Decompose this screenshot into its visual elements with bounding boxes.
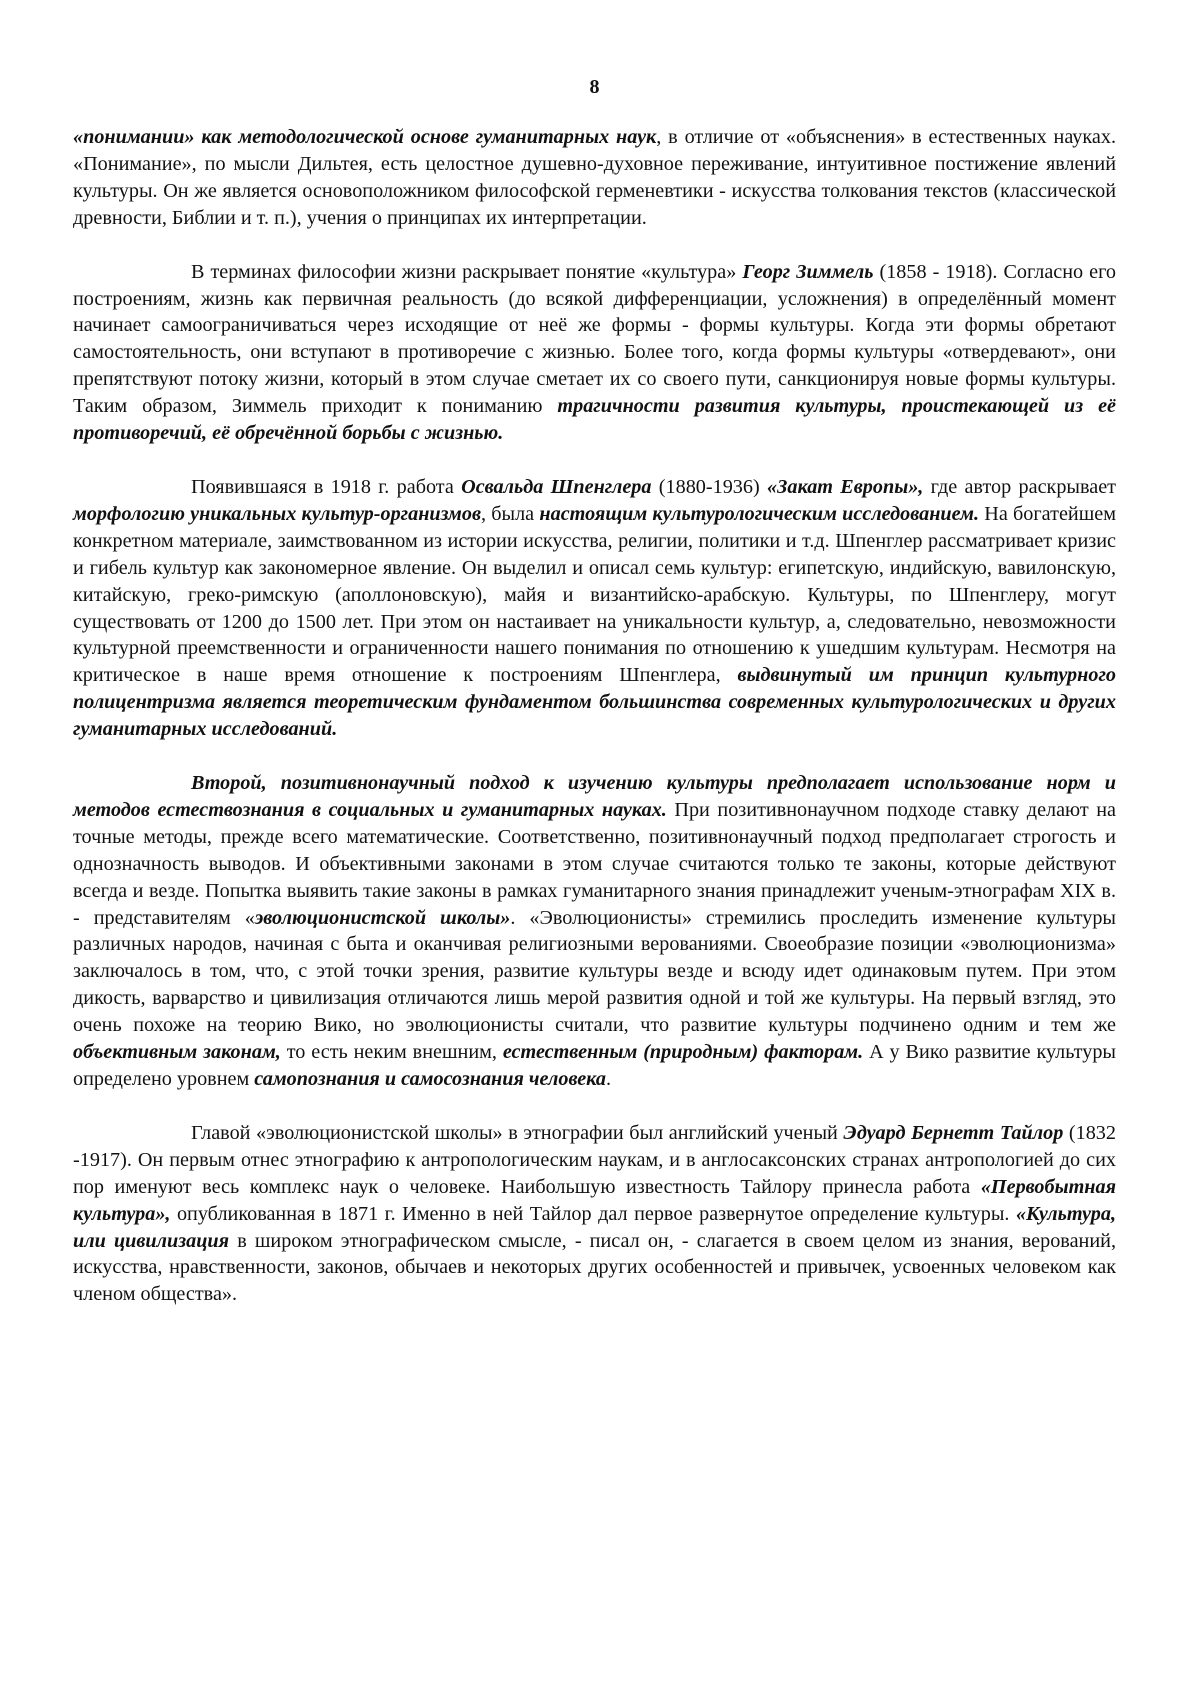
emphasis-text: естественным (природным) факторам. [502, 1041, 864, 1064]
body-text: При позитивнонаучном подходе ставку делают на точные методы, прежде всего математические. Соответственно, позитивнонаучный подход предполагает строгость и однозначность выводов. И объективными законами в этом случае считаются только те законы, которые действуют всегда и везде. Попытка выявить такие законы в рамках гуманитарного знания принадлежит ученым-этнографам XIX в. - представителям « [73, 798, 1116, 929]
body-text: то есть неким внешним, [280, 1041, 503, 1064]
paragraph-p5 [73, 1120, 1116, 1308]
document-body [73, 124, 1116, 1308]
emphasis-text: «Первобытная культура», [73, 1175, 1116, 1225]
paragraph-p2 [73, 259, 1116, 447]
body-text: На богатейшем конкретном материале, заимствованном из истории искусства, религии, политики и т.д. Шпенглер рассматривает кризис и гибель культур как закономерное явление. Он выделил и описал семь культур: египетскую, индийскую, вавилонскую, китайскую, греко-римскую (аполлоновскую), майя и византийско-арабскую. Культуры, по Шпенглеру, могут существовать от 1200 до 1500 лет. При этом он настаивает на уникальности культур, а, следовательно, невозможности культурной преемственности и ограниченности нашего понимания по отношению к ушедшим культурам. Несмотря на критическое в наше время отношение к построениям Шпенглера, [73, 502, 1116, 687]
body-text: В терминах философии жизни раскрывает понятие «культура» [191, 260, 743, 283]
emphasis-text: выдвинутый им принцип культурного полицентризма является теоретическим фундаментом большинства современных культурологических и других гуманитарных исследований. [73, 664, 1116, 741]
emphasis-text: «Культура, или цивилизация [73, 1202, 1116, 1252]
body-text: , в отличие от «объяснения» в естественных науках. «Понимание», по мысли Дильтея, есть целостное душевно-духовное переживание, интуитивное постижение явлений культуры. Он же является основоположником философской герменевтики - искусства толкования текстов (классической древности, Библии и т. п.), учения о принципах их интерпретации. [73, 126, 1116, 229]
emphasis-text: настоящим культурологическим исследованием. [539, 502, 979, 525]
body-text: (1858 - 1918). Согласно его построениям, жизнь как первичная реальность (до всякой дифференциации, усложнения) в определённый момент начинает самоограничиваться через исходящие от неё же формы - формы культуры. Когда эти формы обретают самостоятельность, они вступают в противоречие с жизнью. Более того, когда формы культуры «отвердевают», они препятствуют потоку жизни, который в этом случае сметает их со своего пути, санкционируя новые формы культуры. Таким образом, Зиммель приходит к пониманию [73, 260, 1116, 418]
body-text: где автор раскрывает [923, 475, 1116, 498]
emphasis-text: трагичности развития культуры, проистекающей из её противоречий, её обречённой борьбы с жизнью. [73, 395, 1116, 445]
body-text: . [606, 1068, 612, 1090]
body-text: А у Вико развитие культуры определено уровнем [73, 1041, 1116, 1090]
body-text: опубликованная в 1871 г. Именно в ней Тайлор дал первое развернутое определение культуры. [170, 1202, 1016, 1225]
paragraph-p4 [73, 770, 1116, 1093]
paragraph-p1 [73, 124, 1116, 232]
emphasis-text: эволюционистской школы» [254, 906, 511, 929]
emphasis-text: Второй, позитивнонаучный подход к изучению культуры предполагает использование норм и методов естествознания в социальных и гуманитарных науках. [73, 772, 1116, 821]
emphasis-text: «Закат Европы», [767, 475, 924, 498]
emphasis-text: морфологию уникальных культур-организмов [73, 502, 481, 525]
emphasis-text: «понимании» как методологической основе гуманитарных наук [73, 126, 657, 148]
emphasis-text: Георг Зиммель [742, 260, 874, 283]
emphasis-text: Освальда Шпенглера [461, 475, 652, 498]
body-text: , была [480, 502, 540, 525]
body-text: (1832 -1917). Он первым отнес этнографию к антропологическим наукам, и в англосаксонских странах антропологией до сих пор именуют весь комплекс наук о человеке. Наибольшую известность Тайлору принесла работа [73, 1121, 1116, 1198]
body-text: Главой «эволюционистской школы» в этнографии был английский ученый [191, 1121, 844, 1144]
emphasis-text: самопознания и самосознания человека [254, 1068, 606, 1090]
body-text: в широком этнографическом смысле, - писал он, - слагается в своем целом из знания, верований, искусства, нравственности, законов, обычаев и некоторых других особенностей и привычек, усвоенных человеком как членом общества». [73, 1229, 1116, 1306]
emphasis-text: объективным законам, [73, 1041, 281, 1064]
emphasis-text: Эдуард Бернетт Тайлор [843, 1121, 1064, 1144]
body-text: (1880-1936) [651, 475, 768, 498]
paragraph-p3 [73, 474, 1116, 743]
body-text: . «Эволюционисты» стремились проследить изменение культуры различных народов, начиная с быта и оканчивая религиозными верованиями. Своеобразие позиции «эволюционизма» заключалось в том, что, с этой точки зрения, развитие культуры везде и всюду идет одинаковым путем. При этом дикость, варварство и цивилизация отличаются лишь мерой развития одной и той же культуры. На первый взгляд, это очень похоже на теорию Вико, но эволюционисты считали, что развитие культуры подчинено одним и тем же [73, 906, 1116, 1037]
body-text: Появившаяся в 1918 г. работа [191, 475, 462, 498]
page-number: 8 [589, 76, 600, 98]
